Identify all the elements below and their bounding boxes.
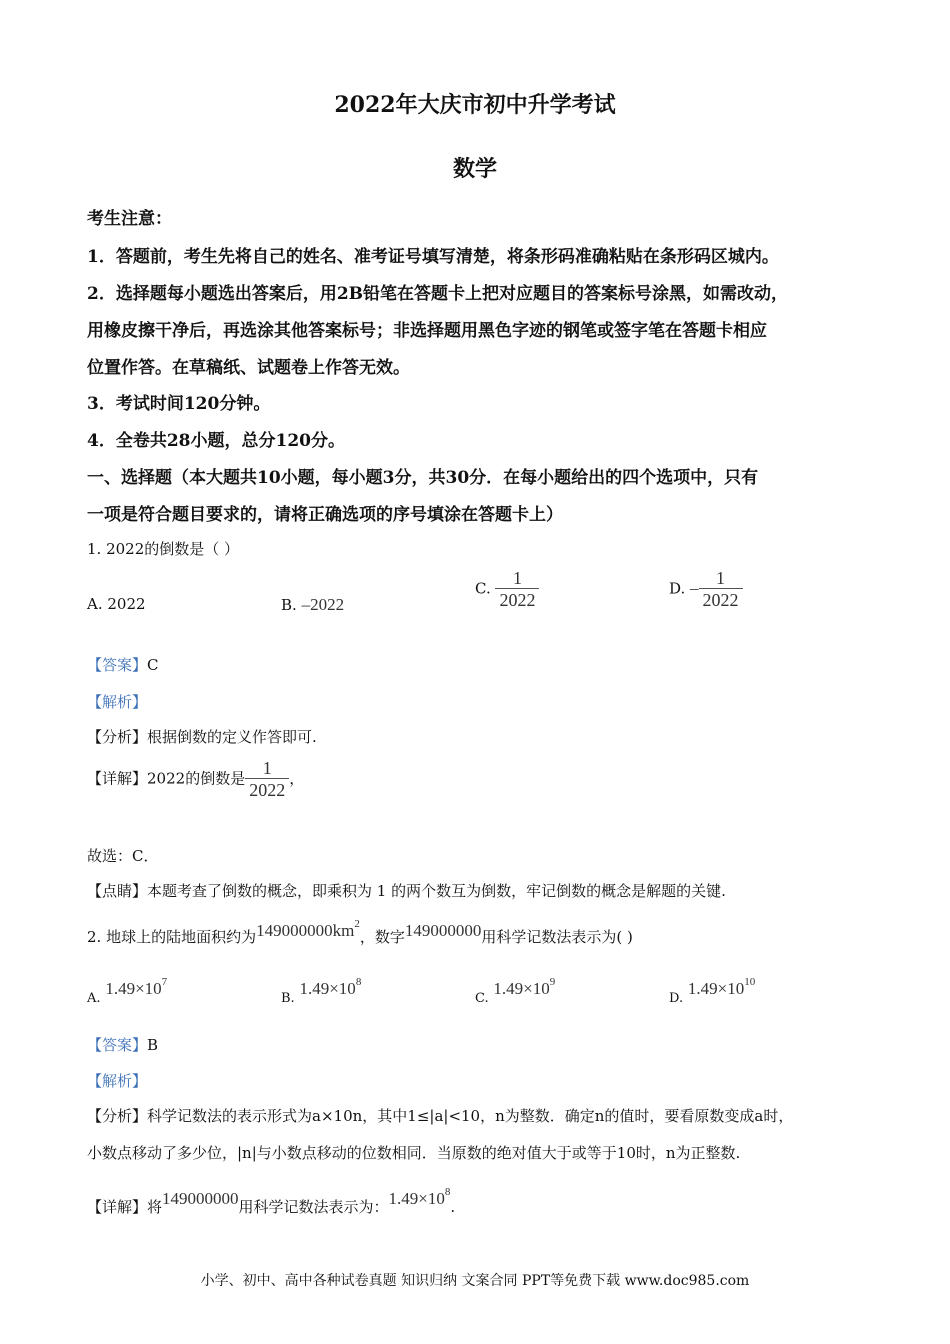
answer-value: B xyxy=(147,1036,159,1054)
detail-text: 将 xyxy=(147,1198,163,1216)
q2-option-c xyxy=(475,976,555,1006)
q1-answer xyxy=(87,654,159,675)
option-label: C. xyxy=(475,991,489,1006)
option-label: A. xyxy=(87,595,108,613)
q2-detail xyxy=(87,1186,455,1217)
q2-option-d xyxy=(669,976,755,1006)
stem-text: 2. 地球上的陆地面积约为 xyxy=(87,928,257,946)
option-label: D. xyxy=(669,579,691,598)
detail-text: ， xyxy=(289,769,305,788)
option-value: 2022 xyxy=(107,595,146,613)
q1-comment xyxy=(87,880,726,901)
option-label: C. xyxy=(475,579,496,598)
section-heading: 一、选择题（本大题共10小题，每小题3分，共30分．在每小题给出的四个选项中，只有 xyxy=(87,468,759,488)
notice-heading: 考生注意： xyxy=(87,209,172,229)
stem-text: 用科学记数法表示为( ) xyxy=(481,928,633,946)
option-label: D. xyxy=(669,991,684,1006)
notice-item: 位置作答。在草稿纸、试题卷上作答无效。 xyxy=(87,358,410,378)
q1-choose: 故选：C． xyxy=(87,847,159,865)
q2-answer xyxy=(87,1034,158,1055)
subject-title: 数学 xyxy=(452,156,497,182)
detail-text: 2022的倒数是 xyxy=(147,769,246,788)
notice-item: 2．选择题每小题选出答案后，用2B铅笔在答题卡上把对应题目的答案标号涂黑，如需改动， xyxy=(87,284,789,304)
math-number: 149000000 xyxy=(404,921,482,940)
fenxi-tag: 【分析】 xyxy=(87,728,148,746)
detail-tag: 【详解】 xyxy=(87,769,148,788)
notice-item: 1．答题前，考生先将自己的姓名、准考证号填写清楚，将条形码准确粘贴在条形码区城内。 xyxy=(87,247,779,267)
option-value: $1.49\times 10^9$ xyxy=(493,976,556,998)
option-value: $1.49\times 10^7$ xyxy=(105,976,168,998)
q1-option-d xyxy=(669,568,743,611)
q2-option-a xyxy=(87,976,167,1006)
page-footer: 小学、初中、高中各种试卷真题 知识归纳 文案合同 PPT等免费下载 www.doc985.com xyxy=(200,1273,750,1289)
stem-text: ，数字 xyxy=(359,928,405,946)
comment-text: 本题考查了倒数的概念，即乘积为 1 的两个数互为倒数，牢记倒数的概念是解题的关键. xyxy=(147,882,726,900)
answer-value: C xyxy=(147,656,159,674)
option-value: $1.49\times 10^{10}$ xyxy=(687,976,756,998)
fraction: $\frac{1}{2022}$ xyxy=(699,568,743,611)
q2-fenxi xyxy=(87,1105,793,1126)
fenxi-tag: 【分析】 xyxy=(87,1107,148,1125)
q1-option-c xyxy=(475,568,539,611)
math-area: $149000000km^2$ xyxy=(256,918,360,940)
math-number: 149000000 xyxy=(162,1189,239,1208)
q2-option-b xyxy=(281,976,361,1006)
section-heading: 一项是符合题目要求的，请将正确选项的序号填涂在答题卡上） xyxy=(87,505,563,525)
analysis-tag: 【解析】 xyxy=(87,693,148,711)
page-title: 2022年大庆市初中升学考试 xyxy=(334,92,616,118)
q1-option-b xyxy=(281,595,344,615)
q1-option-a xyxy=(87,595,146,613)
detail-tag: 【详解】 xyxy=(87,1198,148,1216)
option-value: –2022 xyxy=(301,595,345,614)
answer-tag: 【答案】 xyxy=(87,656,148,674)
option-label: B. xyxy=(281,991,295,1006)
question-2-stem xyxy=(87,918,633,947)
analysis-tag: 【解析】 xyxy=(87,1072,148,1090)
q2-fenxi-cont: 小数点移动了多少位，|n|与小数点移动的位数相同．当原数的绝对值大于或等于10时，n为正整数. xyxy=(87,1144,741,1162)
notice-item: 4．全卷共28小题，总分120分。 xyxy=(87,431,345,451)
q1-fenxi xyxy=(87,726,317,747)
question-1-stem: 1. 2022的倒数是（ ） xyxy=(87,540,240,558)
comment-tag: 【点睛】 xyxy=(87,882,148,900)
notice-item: 3．考试时间120分钟。 xyxy=(87,394,271,414)
detail-text: 用科学记数法表示为： xyxy=(238,1198,389,1216)
option-label: A. xyxy=(87,991,101,1006)
detail-text: . xyxy=(450,1198,456,1216)
math-expression: $1.49\times 10^8$ xyxy=(388,1186,451,1208)
fenxi-text: 科学记数法的表示形式为a×10n，其中1≤|a|<10，n为整数．确定n的值时，要看原数变成a时， xyxy=(147,1107,794,1125)
answer-tag: 【答案】 xyxy=(87,1036,148,1054)
option-value: $1.49\times 10^8$ xyxy=(299,976,362,998)
option-label: B. xyxy=(281,596,302,614)
notice-item: 用橡皮擦干净后，再选涂其他答案标号；非选择题用黑色字迹的钢笔或签字笔在答题卡相应 xyxy=(87,321,767,341)
q1-detail xyxy=(87,758,304,801)
minus-sign: – xyxy=(690,578,699,598)
fraction: $\frac{1}{2022}$ xyxy=(245,758,289,801)
fenxi-text: 根据倒数的定义作答即可. xyxy=(147,728,317,746)
fraction: $\frac{1}{2022}$ xyxy=(495,568,539,611)
